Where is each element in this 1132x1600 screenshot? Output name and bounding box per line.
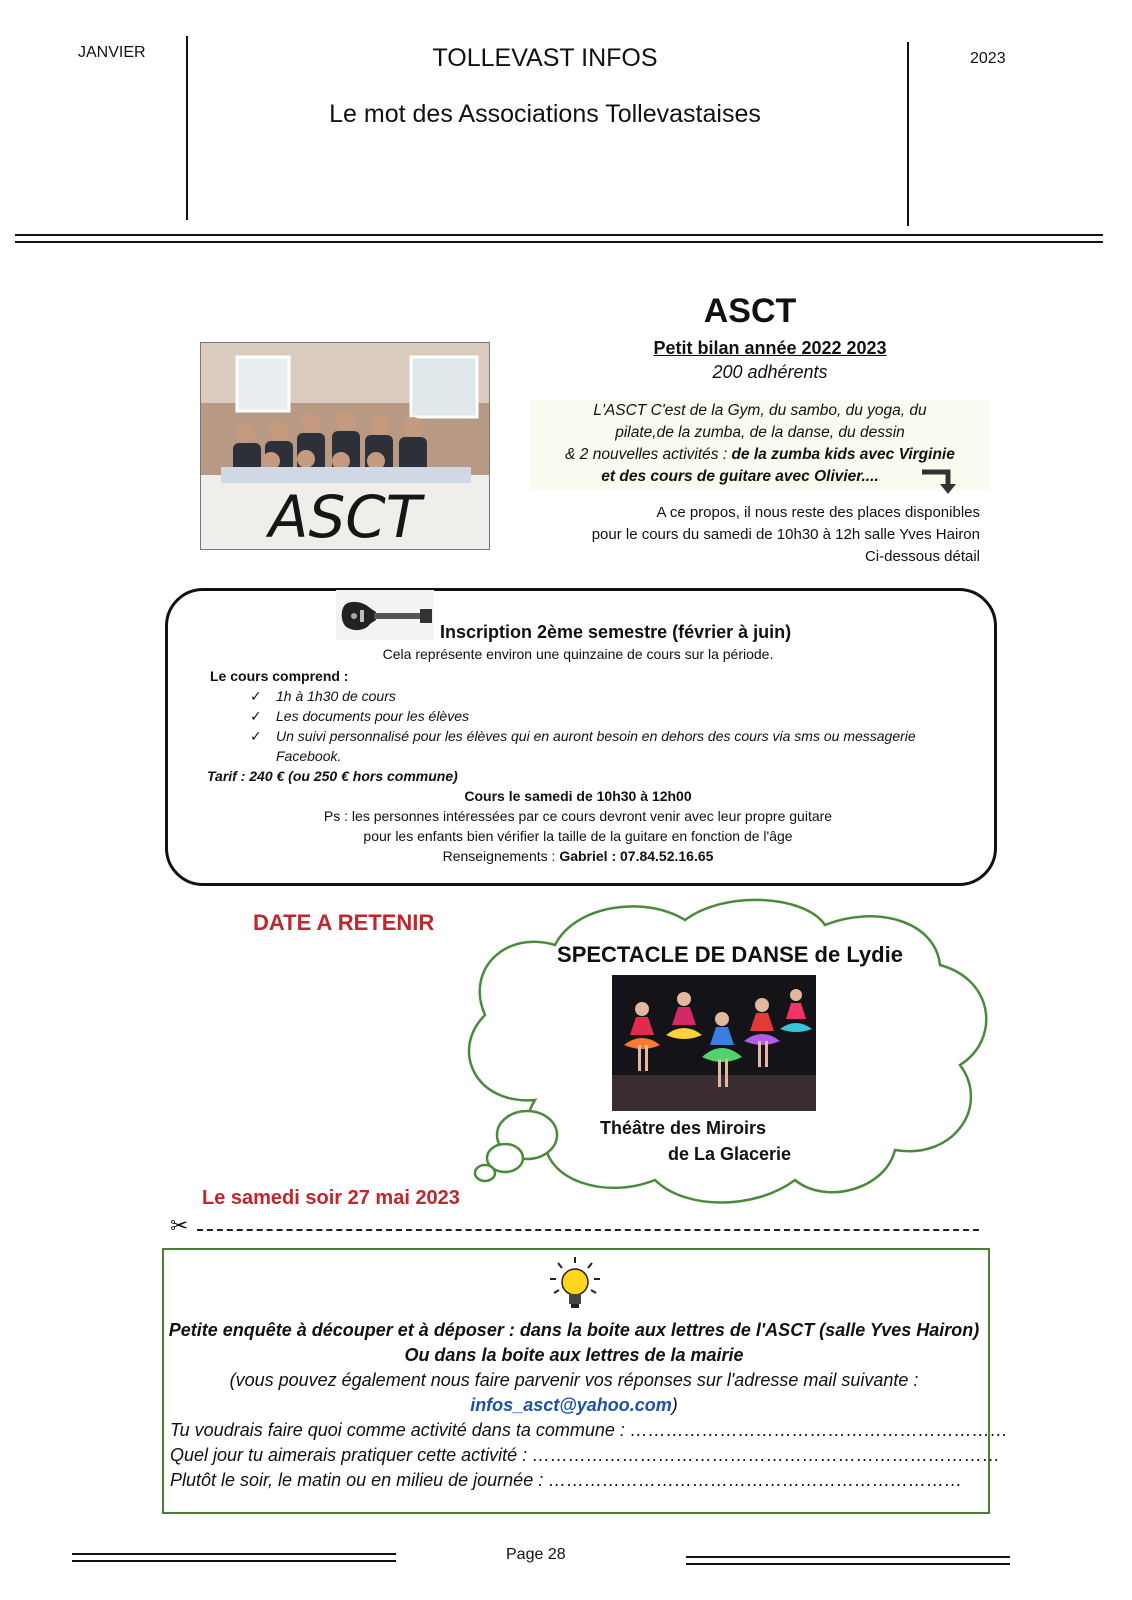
course-item [250, 688, 396, 705]
asct-adherents: 200 adhérents [712, 362, 828, 382]
activities-line: pilate,de la zumba, de la danse, du dessin [615, 424, 905, 441]
checkmark-icon: ✓ [250, 688, 262, 704]
activities-zumba-kids: de la zumba kids avec Virginie [731, 446, 955, 463]
cut-line [197, 1229, 979, 1231]
course-item-text: Les documents pour les élèves [276, 708, 469, 724]
newsletter-subtitle: Le mot des Associations Tollevastaises [329, 100, 761, 128]
activities-line: L'ASCT C'est de la Gym, du sambo, du yoga, du [593, 402, 927, 419]
event-date: Le samedi soir 27 mai 2023 [202, 1187, 460, 1209]
course-ps-line: pour les enfants bien vérifier la taille de la guitare en fonction de l'âge [363, 828, 793, 844]
newsletter-title: TOLLEVAST INFOS [432, 44, 658, 72]
inscription-heading: Inscription 2ème semestre (février à juin) [440, 622, 792, 642]
course-item [250, 728, 916, 745]
lightbulb-icon [548, 1255, 602, 1315]
survey-email-note: (vous pouvez également nous faire parvenir vos réponses sur l'adresse mail suivante : [229, 1370, 919, 1390]
course-ps-line: Ps : les personnes intéressées par ce cours devront venir avec leur propre guitare [323, 808, 833, 824]
header-divider-left [186, 36, 188, 220]
survey-instructions-alt: Ou dans la boite aux lettres de la mairie [404, 1345, 744, 1365]
survey-email-link[interactable]: infos_asct@yahoo.com [470, 1395, 672, 1415]
places-line: A ce propos, il nous reste des places disponibles [656, 504, 980, 521]
header-rule [15, 234, 1103, 243]
asct-title: ASCT [703, 292, 797, 330]
course-price: Tarif : 240 € (ou 250 € hors commune) [207, 768, 458, 784]
asct-activities [530, 400, 990, 490]
contact-label: Renseignements : [442, 848, 560, 864]
dance-show-title: SPECTACLE DE DANSE de Lydie [557, 942, 903, 967]
places-line: Ci-dessous détail [864, 548, 980, 565]
venue [560, 1115, 880, 1167]
page-number: Page 28 [506, 1546, 566, 1563]
survey-question: Plutôt le soir, le matin ou en milieu de journée : …………………………………………………………… [170, 1470, 963, 1490]
asct-bilan: Petit bilan année 2022 2023 [653, 338, 887, 358]
survey-question: Tu voudrais faire quoi comme activité dans ta commune : ……………………………………………………… [170, 1420, 1008, 1440]
activities-line [530, 466, 990, 488]
asct-places [520, 502, 980, 568]
guitar-icon [336, 590, 434, 640]
survey-instructions: Petite enquête à découper et à déposer : dans la boite aux lettres de l'ASCT (salle Yves Hairon) [168, 1320, 980, 1340]
asct-group-photo [200, 342, 490, 550]
contact-phone: Gabriel : 07.84.52.16.65 [559, 848, 714, 864]
checkmark-icon: ✓ [250, 728, 262, 744]
dance-photo [612, 975, 816, 1111]
venue-line: Théâtre des Miroirs [600, 1118, 767, 1138]
course-item [250, 708, 469, 725]
header-year: 2023 [970, 50, 1006, 67]
course-item-continuation: Facebook. [276, 748, 342, 764]
asct-photo-banner-text: ASCT [268, 483, 422, 549]
survey-question: Quel jour tu aimerais pratiquer cette activité : …………………………………………………………………… [170, 1445, 1001, 1465]
activities-new-prefix: & 2 nouvelles activités : [565, 446, 732, 463]
course-item-text: 1h à 1h30 de cours [276, 688, 396, 704]
activities-line [530, 444, 990, 466]
activities-guitar: et des cours de guitare avec Olivier.... [601, 468, 879, 485]
footer-rule-right [686, 1556, 1010, 1565]
arrow-down-icon [920, 466, 960, 496]
course-schedule: Cours le samedi de 10h30 à 12h00 [464, 788, 692, 804]
checkmark-icon: ✓ [250, 708, 262, 724]
date-to-remember: DATE A RETENIR [253, 910, 435, 935]
places-line: pour le cours du samedi de 10h30 à 12h salle Yves Hairon [591, 526, 980, 543]
scissors-icon: ✂ [170, 1213, 189, 1238]
survey-email-line [162, 1395, 986, 1416]
course-includes-label: Le cours comprend : [210, 668, 349, 684]
course-contact [165, 848, 991, 864]
venue-line: de La Glacerie [668, 1144, 792, 1164]
header-divider-right [907, 42, 909, 226]
course-item-text: Un suivi personnalisé pour les élèves qui en auront besoin en dehors des cours via sms ou messagerie [276, 728, 916, 744]
close-paren: ) [671, 1395, 678, 1415]
course-duration-note: Cela représente environ une quinzaine de cours sur la période. [382, 646, 774, 662]
footer-rule-left [72, 1553, 396, 1562]
header-month: JANVIER [78, 44, 146, 61]
